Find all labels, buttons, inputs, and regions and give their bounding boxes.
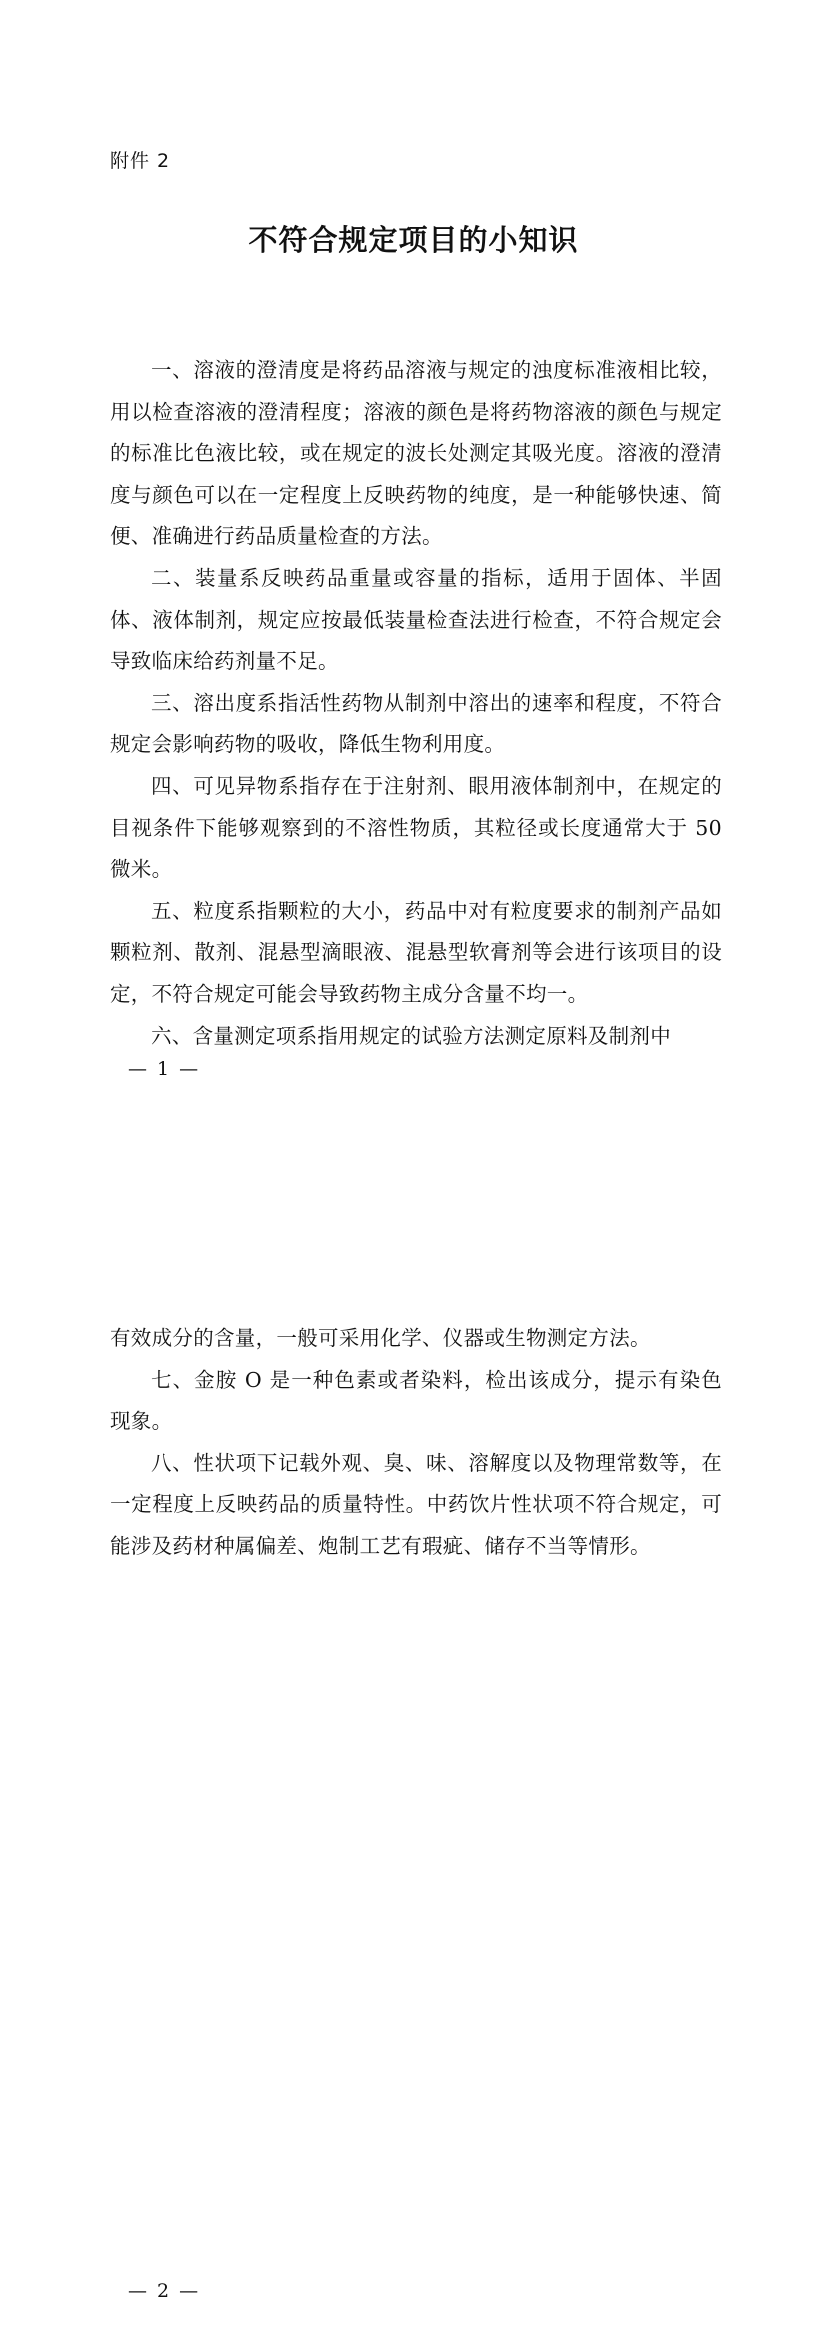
page-number: — 1 — (128, 1058, 201, 1080)
paragraph-auramine-o: 七、金胺 O 是一种色素或者染料，检出该成分，提示有染色现象。 (110, 1367, 722, 1434)
body-text (110, 350, 722, 1057)
paragraph-fill-volume: 二、装量系反映药品重量或容量的指标，适用于固体、半固体、液体制剂，规定应按最低装量检查法进行检查，不符合规定会导致临床给药剂量不足。 (110, 565, 722, 674)
page-number: — 2 — (128, 2280, 201, 2302)
document-title: 不符合规定项目的小知识 (248, 223, 579, 257)
document-page-2 (0, 1170, 827, 2340)
paragraph-clarity-color: 一、溶液的澄清度是将药品溶液与规定的浊度标准液相比较，用以检查溶液的澄清程度；溶液的颜色是将药物溶液的颜色与规定的标准比色液比较，或在规定的波长处测定其吸光度。溶液的澄清度与颜色可以在一定程度上反映药物的纯度，是一种能够快速、简便、准确进行药品质量检查的方法。 (110, 358, 722, 549)
paragraph-description: 八、性状项下记载外观、臭、味、溶解度以及物理常数等，在一定程度上反映药品的质量特性。中药饮片性状项不符合规定，可能涉及药材种属偏差、炮制工艺有瑕疵、储存不当等情形。 (110, 1450, 722, 1558)
paragraph-particle-size: 五、粒度系指颗粒的大小，药品中对有粒度要求的制剂产品如颗粒剂、散剂、混悬型滴眼液、混悬型软膏剂等会进行该项目的设定，不符合规定可能会导致药物主成分含量不均一。 (110, 898, 722, 1006)
paragraph-dissolution: 三、溶出度系指活性药物从制剂中溶出的速率和程度，不符合规定会影响药物的吸收，降低生物利用度。 (110, 690, 722, 757)
paragraph-assay-start: 六、含量测定项系指用规定的试验方法测定原料及制剂中 (151, 1023, 671, 1048)
body-text (110, 1318, 722, 1568)
attachment-label: 附件 2 (110, 150, 171, 172)
paragraph-visible-particles: 四、可见异物系指存在于注射剂、眼用液体制剂中，在规定的目视条件下能够观察到的不溶性物质，其粒径或长度通常大于 50 微米。 (110, 773, 722, 882)
paragraph-assay-continuation: 有效成分的含量，一般可采用化学、仪器或生物测定方法。 (110, 1326, 651, 1350)
